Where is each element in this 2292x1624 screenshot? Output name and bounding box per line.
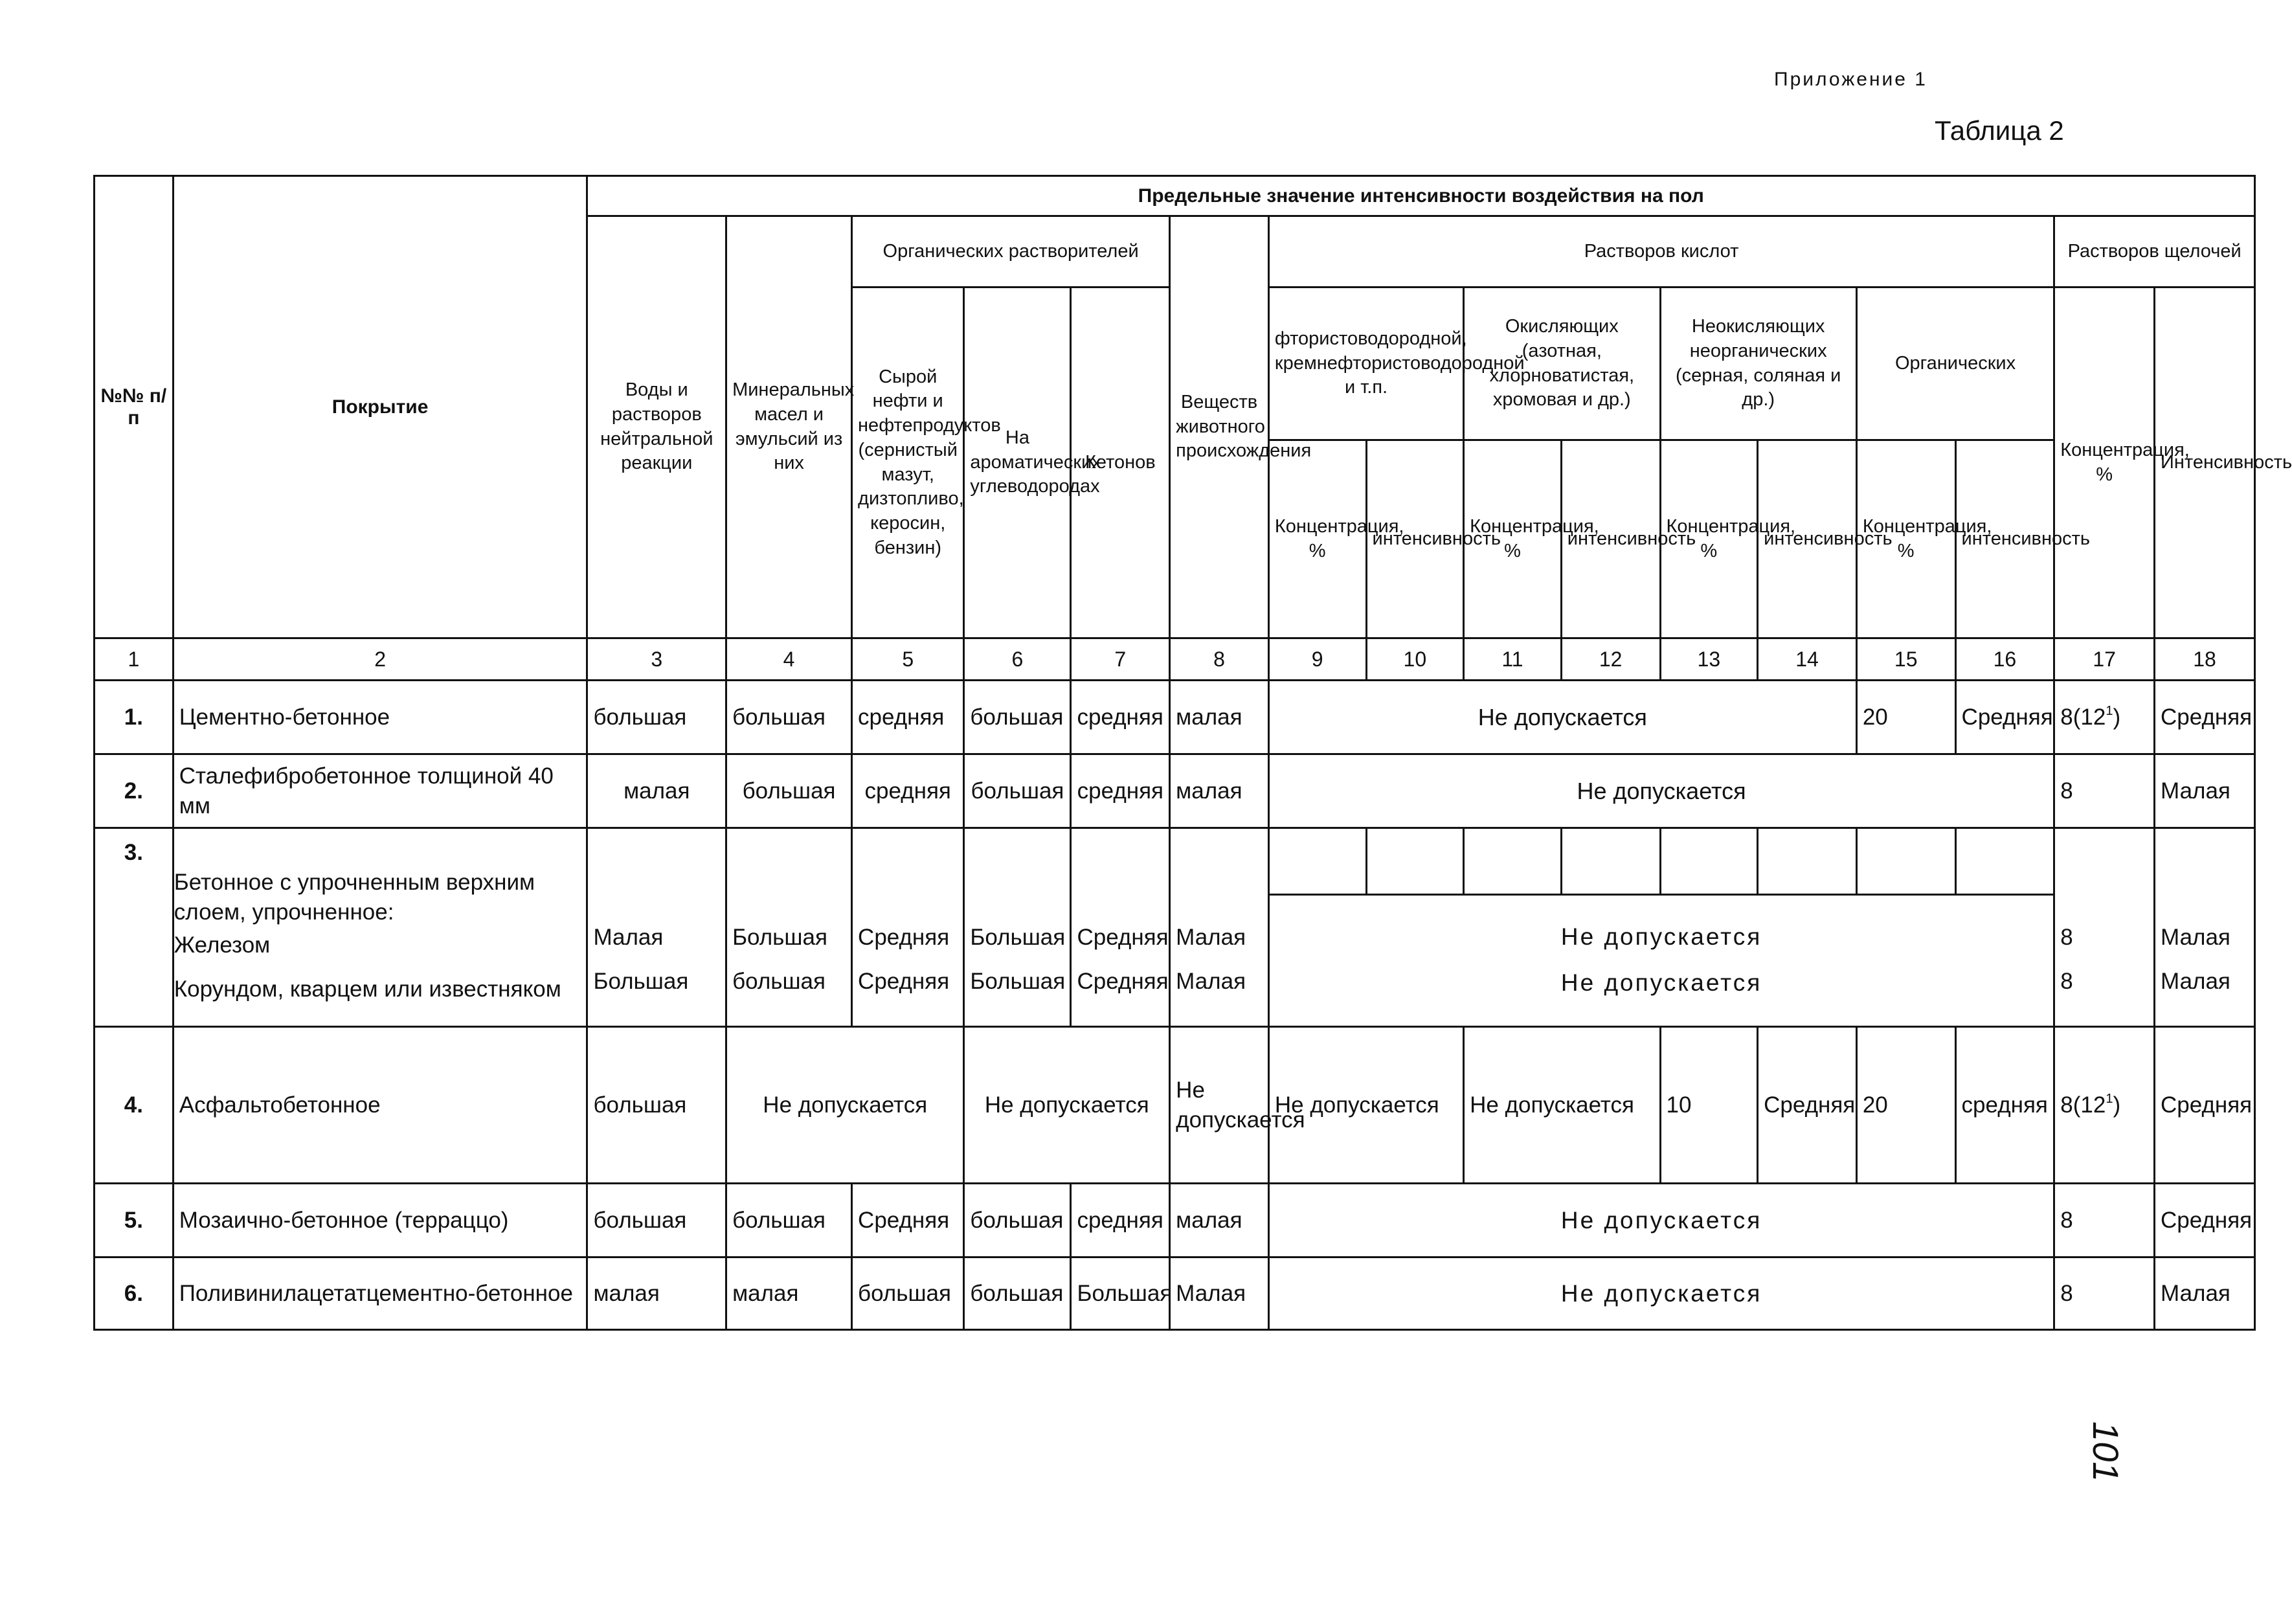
header-crude-oil: Сырой нефти и нефтепродуктов (сернистый мазут, дизтопливо, керосин, бензин) <box>852 288 964 638</box>
cell-hf: Не допускается <box>1268 1027 1463 1184</box>
cell-aromatic: большая <box>964 1184 1071 1257</box>
cell-oxidizing: Не допускается <box>1464 1027 1660 1184</box>
cell-alkali-conc <box>2054 895 2155 1027</box>
cell-aromatic <box>964 895 1071 1027</box>
header-alkali: Растворов щелочей <box>2054 216 2255 288</box>
coating-name: Мозаично-бетонное (терраццо) <box>173 1184 587 1257</box>
alkali-conc-value: 8(12 <box>2060 704 2106 730</box>
cell-animal: малая <box>1170 681 1269 754</box>
cell-mineral: большая <box>726 681 852 754</box>
table-title: Таблица 2 <box>1935 115 2064 146</box>
sub2-value: Малая <box>1176 968 1246 994</box>
column-number: 17 <box>2054 638 2155 681</box>
table-row <box>95 681 2255 754</box>
cell-water: малая <box>587 754 726 828</box>
cell-animal <box>1170 895 1269 1027</box>
cell-empty <box>1170 828 1269 895</box>
cell-mineral: большая <box>726 754 852 828</box>
cell-animal: малая <box>1170 1184 1269 1257</box>
header-organic-solvents: Органических растворителей <box>852 216 1170 288</box>
appendix-label: Приложение 1 <box>1774 69 1927 90</box>
cell-empty <box>587 828 726 895</box>
coating-name: Сталефибробетонное толщиной 40 мм <box>173 754 587 828</box>
cell-animal: малая <box>1170 754 1269 828</box>
sub2-value: большая <box>732 968 826 994</box>
column-number: 13 <box>1660 638 1758 681</box>
header-alkali-int: Интенсивность <box>2155 288 2255 638</box>
cell-animal: Малая <box>1170 1257 1269 1330</box>
header-ketones: Кетонов <box>1071 288 1170 638</box>
row-number: 3. <box>95 828 174 1027</box>
coating-sub-name: Железом <box>174 932 271 958</box>
header-organic: Органических <box>1856 288 2054 440</box>
sub1-value: Не допускается <box>1560 923 1762 951</box>
cell-not-allowed: Не допускается <box>1268 754 2054 828</box>
sub1-value: Большая <box>970 925 1066 951</box>
table-row <box>95 1257 2255 1330</box>
sub1-value: 8 <box>2060 925 2073 951</box>
cell-ketones: средняя <box>1071 1184 1170 1257</box>
header-limit-group: Предельные значение интенсивности воздействия на пол <box>587 176 2255 216</box>
cell-empty <box>1856 828 1955 895</box>
cell-organic-conc: 20 <box>1856 681 1955 754</box>
sub2-value: Большая <box>970 968 1066 994</box>
column-number: 5 <box>852 638 964 681</box>
cell-aromatic: большая <box>964 681 1071 754</box>
cell-alkali-int: Средняя <box>2155 1184 2255 1257</box>
cell-empty <box>1561 828 1660 895</box>
cell-water: большая <box>587 1184 726 1257</box>
sub2-value: Не допускается <box>1560 969 1762 996</box>
cell-organic-int: Средняя <box>1955 681 2054 754</box>
alkali-conc-close: ) <box>2113 1092 2121 1118</box>
header-mineral: Минеральных масел и эмульсий из них <box>726 216 852 638</box>
cell-not-allowed: Не допускается <box>1268 1257 2054 1330</box>
cell-water <box>587 895 726 1027</box>
cell-aromatic: большая <box>964 1257 1071 1330</box>
header-intensity: интенсивность <box>1955 440 2054 638</box>
cell-empty <box>1268 828 1366 895</box>
column-number: 9 <box>1268 638 1366 681</box>
cell-mineral <box>726 895 852 1027</box>
alkali-conc-value: 8(12 <box>2060 1092 2106 1118</box>
row-number: 6. <box>95 1257 174 1330</box>
cell-crude-oil: средняя <box>852 754 964 828</box>
column-number: 1 <box>95 638 174 681</box>
header-oxidizing: Окисляющих (азотная, хлорноватистая, хромовая и др.) <box>1464 288 1660 440</box>
coating-sub-name: Корундом, кварцем или известняком <box>174 976 561 1002</box>
header-nonoxidizing: Неокисляющих неорганических (серная, соляная и др.) <box>1660 288 1856 440</box>
row-number: 4. <box>95 1027 174 1184</box>
column-number: 14 <box>1758 638 1857 681</box>
cell-mineral: большая <box>726 1184 852 1257</box>
cell-ketones: средняя <box>1071 681 1170 754</box>
alkali-conc-close: ) <box>2113 704 2121 730</box>
header-alkali-conc: Концентрация, % <box>2054 288 2155 638</box>
cell-alkali-conc: 8 <box>2054 754 2155 828</box>
sub2-value: 8 <box>2060 968 2073 994</box>
header-intensity: интенсивность <box>1561 440 1660 638</box>
sub2-value: Большая <box>593 968 689 994</box>
table-row <box>95 754 2255 828</box>
cell-alkali-int <box>2155 895 2255 1027</box>
header-water: Воды и растворов нейтральной реакции <box>587 216 726 638</box>
sub1-value: Малая <box>2161 925 2230 951</box>
cell-empty <box>1660 828 1758 895</box>
coating-name: Поливинилацетатцементно-бетонное <box>173 1257 587 1330</box>
cell-empty <box>726 828 852 895</box>
cell-organic-conc: 20 <box>1856 1027 1955 1184</box>
footnote-mark: 1 <box>2106 703 2113 718</box>
cell-alkali-int: Малая <box>2155 754 2255 828</box>
sub2-value: Средняя <box>1077 968 1169 994</box>
cell-alkali-conc <box>2054 1027 2155 1184</box>
row-number: 5. <box>95 1184 174 1257</box>
header-acids: Растворов кислот <box>1268 216 2054 288</box>
cell-aromatic: большая <box>964 754 1071 828</box>
cell-ketones: средняя <box>1071 754 1170 828</box>
coating-name <box>173 828 587 1027</box>
cell-ketones <box>1071 895 1170 1027</box>
table-frame <box>93 175 2292 1360</box>
cell-empty <box>964 828 1071 895</box>
coating-name: Цементно-бетонное <box>173 681 587 754</box>
cell-empty <box>2054 828 2155 895</box>
table-row <box>95 1184 2255 1257</box>
cell-empty <box>2155 828 2255 895</box>
cell-not-allowed: Не допускается <box>726 1027 964 1184</box>
sub1-value: Малая <box>1176 925 1246 951</box>
cell-water: большая <box>587 1027 726 1184</box>
column-number: 3 <box>587 638 726 681</box>
cell-empty <box>1464 828 1562 895</box>
floor-coatings-table <box>93 175 2292 1331</box>
column-number: 6 <box>964 638 1071 681</box>
header-conc: Концентрация, % <box>1856 440 1955 638</box>
cell-not-allowed: Не допускается <box>1268 1184 2054 1257</box>
column-number: 11 <box>1464 638 1562 681</box>
cell-alkali-conc <box>2054 681 2155 754</box>
cell-empty <box>1758 828 1857 895</box>
cell-animal: Не допускается <box>1170 1027 1269 1184</box>
header-intensity: интенсивность <box>1758 440 1857 638</box>
page-number: 101 <box>2085 1421 2126 1482</box>
column-number: 10 <box>1366 638 1464 681</box>
header-intensity: интенсивность <box>1366 440 1464 638</box>
sub2-value: Средняя <box>858 968 950 994</box>
column-numbers-row <box>95 638 2255 681</box>
column-number: 2 <box>173 638 587 681</box>
cell-alkali-conc: 8 <box>2054 1184 2155 1257</box>
sub1-value: Малая <box>593 925 664 951</box>
column-number: 8 <box>1170 638 1269 681</box>
header-num: №№ п/п <box>95 176 174 638</box>
table-row <box>95 1027 2255 1184</box>
cell-water: малая <box>587 1257 726 1330</box>
cell-alkali-int: Средняя <box>2155 1027 2255 1184</box>
cell-empty <box>852 828 964 895</box>
header-conc: Концентрация, % <box>1268 440 1366 638</box>
cell-alkali-int: Средняя <box>2155 681 2255 754</box>
cell-empty <box>1955 828 2054 895</box>
column-number: 18 <box>2155 638 2255 681</box>
header-hf: фтористоводородной, кремнефтористоводородной и т.п. <box>1268 288 1463 440</box>
column-number: 12 <box>1561 638 1660 681</box>
footnote-mark: 1 <box>2106 1091 2113 1106</box>
header-coating: Покрытие <box>173 176 587 638</box>
cell-not-allowed: Не допускается <box>964 1027 1170 1184</box>
cell-crude-oil <box>852 895 964 1027</box>
cell-ketones: Большая <box>1071 1257 1170 1330</box>
row-number: 1. <box>95 681 174 754</box>
header-aromatic: На ароматических углеводородах <box>964 288 1071 638</box>
cell-water: большая <box>587 681 726 754</box>
header-conc: Концентрация, % <box>1660 440 1758 638</box>
sub2-value: Малая <box>2161 968 2230 994</box>
cell-organic-int: средняя <box>1955 1027 2054 1184</box>
column-number: 16 <box>1955 638 2054 681</box>
column-number: 7 <box>1071 638 1170 681</box>
cell-nonoxidizing-conc: 10 <box>1660 1027 1758 1184</box>
column-number: 15 <box>1856 638 1955 681</box>
row-number: 2. <box>95 754 174 828</box>
cell-empty <box>1366 828 1464 895</box>
header-animal: Веществ животного происхождения <box>1170 216 1269 638</box>
header-conc: Концентрация, % <box>1464 440 1562 638</box>
cell-crude-oil: большая <box>852 1257 964 1330</box>
table-row <box>95 828 2255 895</box>
sub1-value: Средняя <box>1077 925 1169 951</box>
cell-alkali-int: Малая <box>2155 1257 2255 1330</box>
cell-crude-oil: Средняя <box>852 1184 964 1257</box>
cell-crude-oil: средняя <box>852 681 964 754</box>
sub1-value: Большая <box>732 925 827 951</box>
cell-empty <box>1071 828 1170 895</box>
column-number: 4 <box>726 638 852 681</box>
cell-alkali-conc: 8 <box>2054 1257 2155 1330</box>
coating-name-main: Бетонное с упрочненным верхним слоем, упрочненное: <box>174 870 535 925</box>
cell-nonoxidizing-int: Средняя <box>1758 1027 1857 1184</box>
cell-not-allowed <box>1268 895 2054 1027</box>
sub1-value: Средняя <box>858 925 950 951</box>
cell-mineral: малая <box>726 1257 852 1330</box>
coating-name: Асфальтобетонное <box>173 1027 587 1184</box>
cell-not-allowed: Не допускается <box>1268 681 1856 754</box>
